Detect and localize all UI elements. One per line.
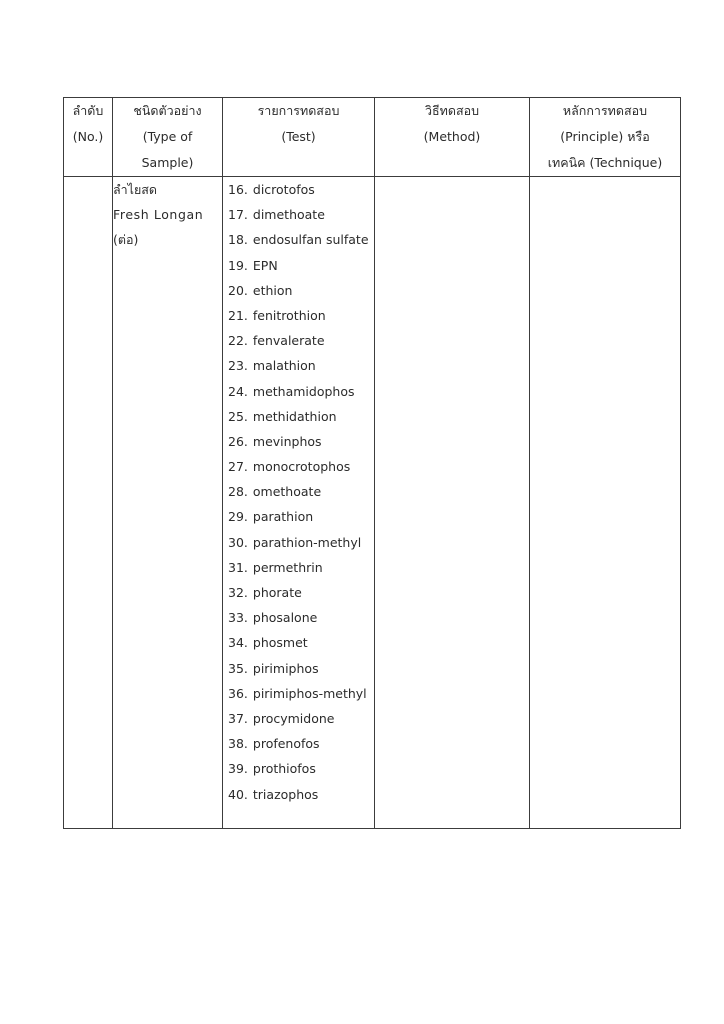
header-sample-type: [113, 98, 223, 177]
list-item: [228, 404, 374, 429]
test-number: 35.: [228, 660, 248, 676]
test-number: 22.: [228, 333, 248, 349]
list-item: [228, 530, 374, 555]
header-no-english: (No.): [72, 129, 104, 144]
test-number: 24.: [228, 383, 248, 399]
list-item: [228, 756, 374, 781]
test-name: phorate: [252, 585, 302, 600]
test-name: EPN: [252, 257, 278, 273]
list-item: [228, 429, 374, 454]
test-number: 27.: [228, 459, 248, 475]
list-item: [228, 504, 374, 529]
test-name: phosalone: [252, 610, 318, 626]
sample-continued: (ต่อ): [113, 232, 139, 248]
test-number: 23.: [228, 358, 248, 374]
header-method-english: (Method): [423, 129, 481, 144]
test-number: 36.: [228, 685, 248, 701]
test-name: pirimiphos: [252, 660, 319, 676]
list-item: [228, 580, 374, 605]
test-name: profenofos: [252, 736, 320, 752]
test-name: parathion-methyl: [252, 534, 362, 550]
header-test-thai: รายการทดสอบ: [257, 103, 340, 118]
test-number: 17.: [228, 207, 248, 223]
header-sample-english-line1: (Type of: [142, 129, 193, 144]
cell-principle: [530, 177, 681, 829]
test-name: fenitrothion: [252, 307, 326, 323]
test-number: 25.: [228, 408, 248, 424]
list-item: [228, 328, 374, 353]
test-number: 40.: [228, 786, 248, 802]
cell-method: [375, 177, 530, 829]
test-number: 26.: [228, 433, 248, 449]
list-item: [228, 605, 374, 630]
header-sample-english-line2: Sample): [141, 155, 194, 170]
test-number: 39.: [228, 761, 248, 777]
test-number: 29.: [228, 509, 248, 525]
test-name: fenvalerate: [252, 333, 325, 349]
header-principle-line3: เทคนิค (Technique): [547, 155, 663, 170]
list-item: [228, 253, 374, 278]
test-name: parathion: [252, 509, 314, 525]
test-number: 30.: [228, 534, 248, 550]
test-name: triazophos: [252, 786, 319, 802]
test-number: 34.: [228, 635, 248, 651]
header-no-thai: ลำดับ: [72, 103, 104, 118]
header-test-english: (Test): [281, 129, 316, 144]
test-name: prothiofos: [252, 761, 316, 777]
list-item: [228, 177, 374, 202]
cell-sample-type: [113, 177, 223, 829]
header-method: [375, 98, 530, 177]
test-name: omethoate: [252, 484, 322, 500]
test-number: 32.: [228, 585, 248, 600]
list-item: [228, 555, 374, 580]
list-item: [228, 731, 374, 756]
test-name: pirimiphos-methyl: [252, 685, 367, 701]
header-principle-line2: (Principle) หรือ: [560, 129, 650, 144]
header-sample-thai: ชนิดตัวอย่าง: [133, 103, 202, 118]
test-number: 16.: [228, 182, 248, 197]
test-number: 20.: [228, 282, 248, 298]
header-test: [223, 98, 375, 177]
table-header-row: [64, 98, 681, 177]
list-item: [228, 303, 374, 328]
list-item: [228, 479, 374, 504]
list-item: [228, 630, 374, 655]
header-no: [64, 98, 113, 177]
list-item: [228, 454, 374, 479]
test-name: monocrotophos: [252, 459, 351, 475]
test-number: 18.: [228, 232, 248, 248]
test-name: malathion: [252, 358, 316, 374]
list-item: [228, 227, 374, 252]
list-item: [228, 202, 374, 227]
list-item: [228, 278, 374, 303]
cell-no: [64, 177, 113, 829]
test-name: endosulfan sulfate: [252, 232, 369, 248]
list-item: [228, 782, 374, 807]
test-list: [223, 177, 374, 807]
list-item: [228, 353, 374, 378]
test-name: permethrin: [252, 559, 323, 575]
test-scope-table: [63, 97, 681, 829]
list-item: [228, 706, 374, 731]
test-number: 19.: [228, 257, 248, 273]
test-name: methamidophos: [252, 383, 355, 399]
header-principle-line1: หลักการทดสอบ: [562, 103, 648, 118]
sample-name-thai: ลำไยสด: [113, 182, 158, 197]
sample-name-english: Fresh Longan: [113, 207, 204, 223]
test-name: ethion: [252, 282, 293, 298]
test-name: phosmet: [252, 635, 308, 651]
header-method-thai: วิธีทดสอบ: [424, 103, 480, 118]
test-name: mevinphos: [252, 433, 322, 449]
test-number: 37.: [228, 710, 248, 726]
test-number: 28.: [228, 484, 248, 500]
test-name: procymidone: [252, 710, 335, 726]
list-item: [228, 656, 374, 681]
cell-test-list: [223, 177, 375, 829]
test-number: 33.: [228, 610, 248, 626]
test-name: dicrotofos: [252, 182, 315, 197]
test-number: 38.: [228, 736, 248, 752]
test-name: dimethoate: [252, 207, 325, 223]
header-principle: [530, 98, 681, 177]
table-body-row: [64, 177, 681, 829]
list-item: [228, 681, 374, 706]
test-name: methidathion: [252, 408, 337, 424]
list-item: [228, 379, 374, 404]
test-number: 31.: [228, 559, 248, 575]
test-number: 21.: [228, 307, 248, 323]
